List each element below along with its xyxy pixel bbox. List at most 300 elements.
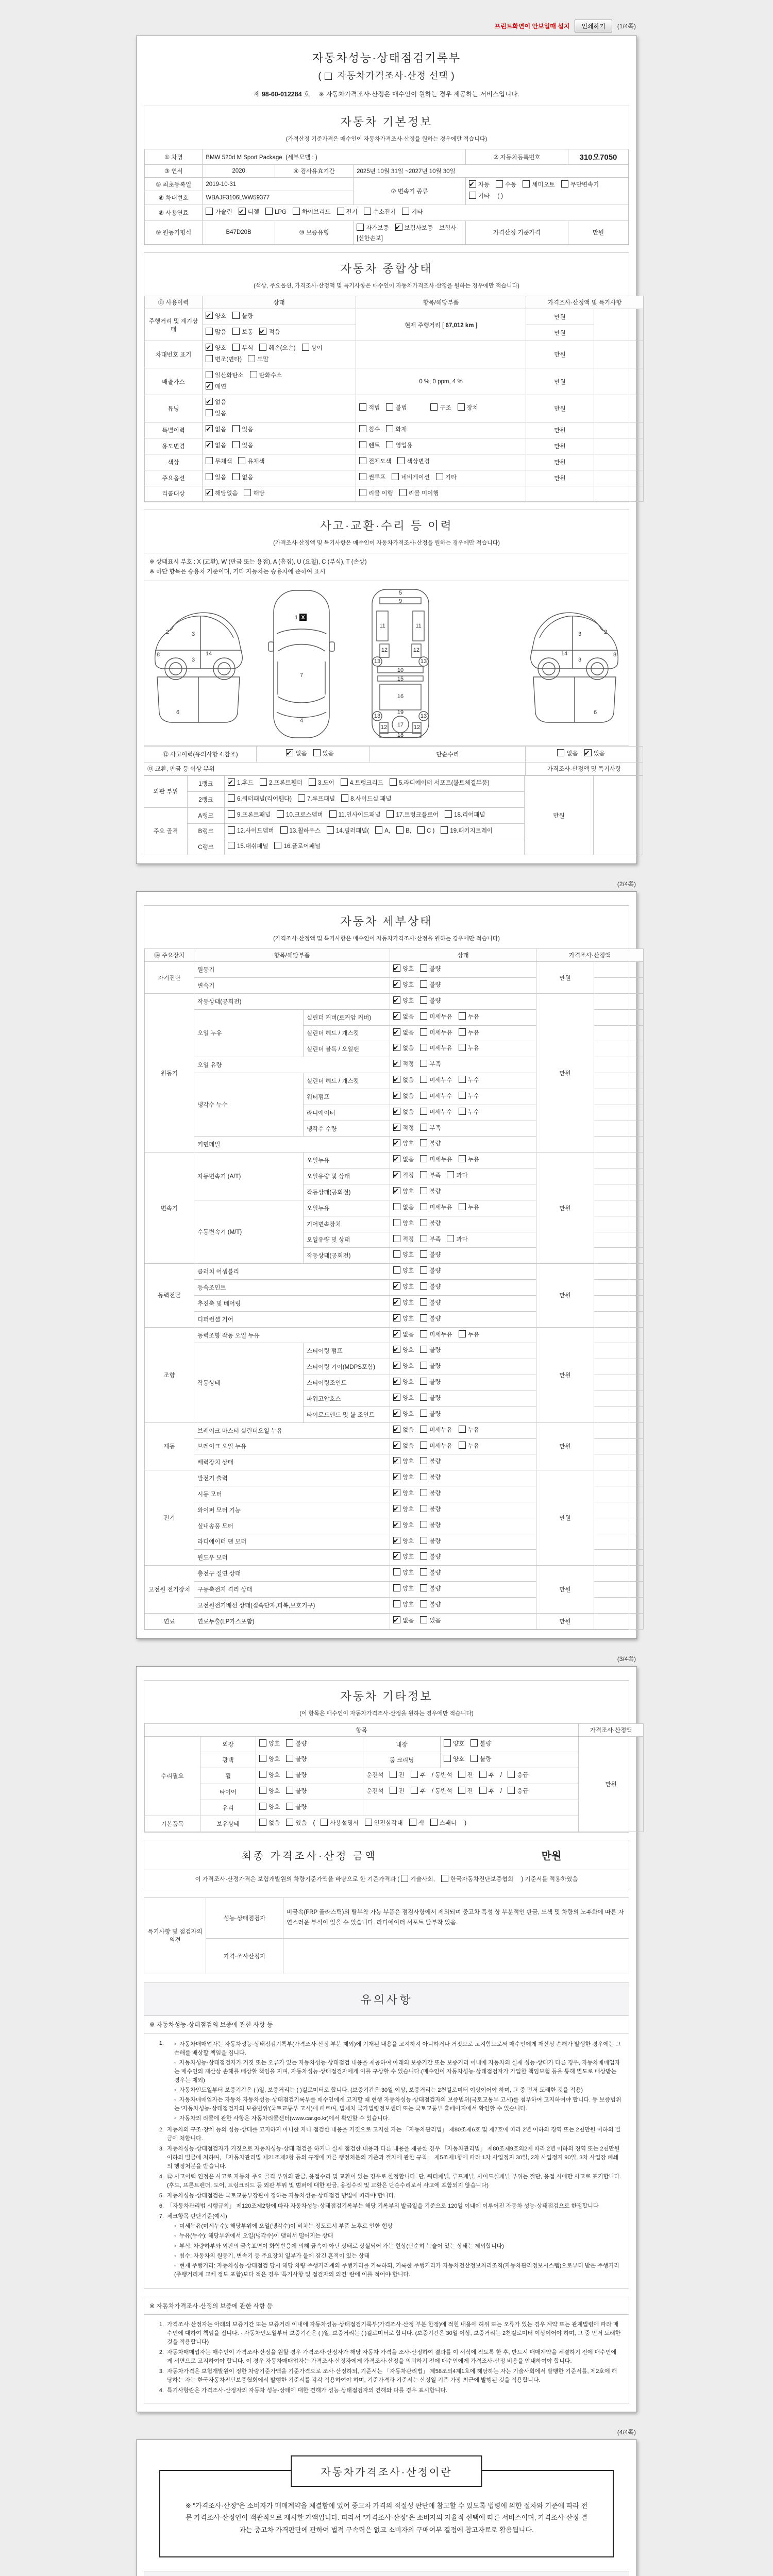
checkbox[interactable]	[447, 1235, 454, 1242]
checkbox-option: C )	[417, 826, 434, 837]
diagram-part-number: 13	[420, 658, 427, 665]
basic-info-table	[144, 149, 629, 245]
checkbox-option: 일산화탄소	[206, 370, 244, 382]
checkbox[interactable]	[293, 208, 300, 215]
checkbox[interactable]	[359, 425, 366, 432]
checkbox[interactable]	[393, 1552, 400, 1560]
checkbox[interactable]	[459, 1442, 466, 1449]
checkbox[interactable]	[206, 208, 213, 215]
checkbox[interactable]	[393, 1219, 400, 1226]
checkbox[interactable]	[337, 208, 344, 215]
checkbox[interactable]	[459, 1092, 466, 1099]
checkbox[interactable]	[259, 1771, 266, 1778]
checkbox[interactable]	[508, 1787, 515, 1794]
checkbox[interactable]	[420, 1076, 427, 1083]
checkbox[interactable]	[420, 1552, 427, 1560]
checkbox[interactable]	[393, 1489, 400, 1496]
checkbox[interactable]	[359, 403, 366, 411]
final-price-note: 이 가격조사·산정가격은 보험개발원의 차량기준가액을 바탕으로 한 기준가격과 ( 기술사회, 한국자동차진단보증협회 ) 기준서를 적용하였음	[144, 1870, 629, 1890]
checkbox[interactable]	[393, 1155, 400, 1162]
checkbox[interactable]	[420, 996, 427, 1004]
checkbox[interactable]	[436, 473, 443, 480]
checkbox[interactable]	[393, 1314, 400, 1321]
checkbox[interactable]	[420, 1489, 427, 1496]
checkbox-option: ✔ 양호	[393, 1536, 414, 1548]
checkbox[interactable]	[280, 826, 288, 834]
checkbox[interactable]	[393, 1203, 400, 1210]
table-row: 타이어 양호 불량 운전석 전 후 / 동반석 전 후 / 응급	[145, 1784, 644, 1800]
checkbox-option: ✔ 양호	[393, 1472, 414, 1484]
checkbox[interactable]	[459, 1044, 466, 1051]
checkbox[interactable]	[420, 1092, 427, 1099]
checkbox[interactable]	[327, 826, 334, 834]
checkbox[interactable]	[393, 1394, 400, 1401]
diagram-part-number: 15	[397, 676, 404, 683]
checkbox-option: 유채색	[238, 456, 264, 468]
checkbox[interactable]	[459, 1108, 466, 1115]
checkbox-option: 렌트	[359, 440, 380, 452]
checkbox[interactable]	[232, 344, 240, 351]
checkbox[interactable]	[248, 355, 255, 362]
checkbox-option: 누유	[459, 1012, 479, 1023]
print-install-notice: 프린트화면이 안보일때 설치	[494, 23, 570, 30]
checkbox-option: 불량	[470, 1739, 491, 1750]
table-row: 주요옵션 있음 없음 썬루프 네비게이션 기타 만원	[145, 470, 644, 486]
subtitle-label: 자동차가격조사·산정 선택	[337, 71, 448, 81]
checkbox[interactable]	[386, 425, 393, 432]
checkbox[interactable]	[393, 1442, 400, 1449]
checkbox[interactable]	[393, 1266, 400, 1274]
checkbox[interactable]	[259, 1803, 266, 1810]
checkbox[interactable]	[259, 1787, 266, 1794]
checkbox[interactable]	[359, 457, 366, 464]
checkbox[interactable]	[420, 1362, 427, 1369]
checkbox[interactable]	[206, 398, 213, 405]
opinion-table	[144, 1897, 629, 1974]
checkbox[interactable]	[259, 1755, 266, 1762]
checkbox-option: 양호	[259, 1739, 280, 1750]
checkbox[interactable]	[444, 1739, 451, 1747]
checkbox[interactable]	[206, 344, 213, 351]
checkbox[interactable]	[420, 1028, 427, 1036]
checkbox[interactable]	[393, 1505, 400, 1512]
checkbox-option: 불법	[386, 403, 407, 414]
checkbox[interactable]	[286, 1803, 293, 1810]
checkbox[interactable]	[206, 328, 213, 335]
checkbox[interactable]	[420, 1044, 427, 1051]
checkbox[interactable]	[393, 1187, 400, 1194]
checkbox[interactable]	[420, 1584, 427, 1591]
checkbox-option: 자가보증	[357, 223, 389, 234]
checkbox[interactable]	[206, 457, 213, 464]
checkbox-option: ✔ 적정	[393, 1171, 414, 1182]
checkbox-option: 영업용	[386, 440, 412, 452]
section-etc	[144, 1680, 632, 1833]
checkbox-option: 많음	[206, 327, 226, 338]
checkbox[interactable]	[420, 980, 427, 988]
checkbox[interactable]	[375, 826, 382, 834]
checkbox[interactable]	[286, 1771, 293, 1778]
checkbox[interactable]	[286, 1819, 293, 1826]
checkbox-option: ✔ 양호	[393, 1282, 414, 1293]
checkbox[interactable]	[420, 1346, 427, 1353]
checkbox[interactable]	[228, 826, 235, 834]
checkbox[interactable]	[420, 1235, 427, 1242]
table-row: ⑤ 최초등록일 2019-10-31 ⑦ 변속기 종류 ✔자동 수동 세미오토 무단변속기 기타 ( )	[145, 178, 629, 191]
checkbox[interactable]	[420, 1426, 427, 1433]
checkbox-option: 있음	[232, 425, 253, 436]
checkbox[interactable]	[206, 355, 213, 362]
checkbox[interactable]	[260, 778, 267, 786]
checkbox[interactable]	[259, 328, 266, 335]
checkbox[interactable]	[420, 1616, 427, 1623]
checkbox[interactable]	[393, 1139, 400, 1146]
checkbox[interactable]	[277, 810, 284, 818]
checkbox[interactable]	[393, 980, 400, 988]
checkbox-option: 미세누유	[420, 1155, 452, 1166]
checkbox[interactable]	[228, 794, 235, 802]
checkbox[interactable]	[393, 996, 400, 1004]
checkbox[interactable]	[390, 778, 397, 786]
checkbox-option: ✔ 없음	[393, 1330, 414, 1341]
checkbox[interactable]	[298, 794, 305, 802]
checkbox[interactable]	[206, 371, 213, 378]
checkbox[interactable]	[393, 1124, 400, 1131]
checkbox-option: ✔ 없음	[393, 1012, 414, 1023]
checkbox-option: 전	[390, 1786, 405, 1798]
checkbox[interactable]	[313, 749, 321, 756]
checkbox[interactable]	[441, 1875, 448, 1882]
checkbox[interactable]	[397, 457, 405, 464]
checkbox[interactable]	[459, 1012, 466, 1020]
checkbox[interactable]	[244, 489, 251, 496]
checkbox[interactable]	[444, 1755, 451, 1762]
checkbox[interactable]	[420, 1139, 427, 1146]
checkbox[interactable]	[393, 1616, 400, 1623]
checkbox[interactable]	[557, 749, 564, 756]
diagram-part-number: 3	[578, 657, 582, 664]
checkbox[interactable]	[447, 1171, 454, 1178]
checkbox[interactable]	[420, 1410, 427, 1417]
checkbox[interactable]	[420, 1537, 427, 1544]
checkbox[interactable]	[420, 1442, 427, 1449]
checkbox[interactable]	[393, 1473, 400, 1480]
checkbox[interactable]	[430, 403, 438, 411]
checkbox-option: 응급	[508, 1786, 528, 1798]
checkbox-option: 미세누유	[420, 1043, 452, 1055]
checkbox[interactable]	[420, 1298, 427, 1306]
inspector-opinion: 비금속(FRP 플라스틱)의 탈부착 가능 부품은 점검사항에서 제외되며 중고차 특성 상 부분적인 판금, 도색 및 차량의 노후화에 따른 자연스러운 부식이 있을 수 있습니다. 라디에이터 서포트 탈부착 있음.	[283, 1897, 629, 1938]
checkbox[interactable]	[393, 1250, 400, 1258]
checkbox[interactable]	[420, 1378, 427, 1385]
checkbox[interactable]	[411, 1771, 418, 1778]
checkbox-option: 상이	[302, 343, 323, 354]
checkbox[interactable]	[411, 1787, 418, 1794]
notice-performance: ※ 자동차성능·상태점검의 보증에 관한 사항 등 1. ◦ 자동차매매업자는 자동차성능·상태점검기록부(가격조사·산정 부분 제외)에 기재된 내용을 고지하지 아니하거나 거짓으로 고지함으로써 매수인에게 재산상 손해가 발생한 경우에는 그 손해를 배상할 책임을 집니다. ◦ 자동차성능·상태점검자가 거짓 또는 오류가 있는 자동차성능·상태점검 내용을 제공하여 아래의 보증기간 또는 보증거리 이내에 자동차의 실제 성능·상태가 다른 경우, 자동차매매업자는 매수인의 재산상 손해를 배상할 책임을 지며, 자동차성능·상태점검자에게 이를 구상할 수 있습니다.(매수인이 자동차성능·상태점검자가 가입한 책임보험 등을 통해 별도로 배상받는 경우는 제외) ◦ 자동차인도일부터 보증기간은 ( )일, 보증거리는 ( )킬로미터로 합니다. (보증기간은 30일 이상, 보증거리는 2천킬로미터 이상이어야 하며, 그 중 먼저 도래한 것을 적용) ◦ 자동차매매업자는 자동차 자동차성능·상태점검기록부를 매수인에게 고지할 때 현행 자동차성능·상태점검자의 보증범위(국토교통부 고시)를 첨부하여 고지하여야 합니다. 동 보증범위는 '자동차성능·상태점검자의 보증범위'(국토교통부 고시)에 따르며, 법제처 국가법령정보센터 또는 국토교통부 홈페이지에서 확인할 수 있습니다. ◦ 자동차의 리콜에 관한 사항은 자동차리콜센터(www.car.go.kr)에서 확인할 수 있습니다. 2. 자동차의 구조·장치 등의 성능·상태를 고지하지 아니한 자나 점검한 내용을 거짓으로 고지한 자는 「자동차관리법」 제80조제6호 및 제7호에 따라 2년 이하의 징역 또는 2천만원 이하의 벌금에 처합니다. 3. 자동차성능·상태점검자가 거짓으로 자동차성능·상태 점검을 하거나 실제 점검한 내용과 다른 내용을 제공한 경우 「자동차관리법」 제80조제9호의2에 따라 2년 이하의 징역 또는 2천만원 이하의 벌금에 처하며, 「자동차관리법 제21조제2항 등의 규정에 따른 행정처분의 기준과 절차에 관한 규칙」 제5조제1항에 따라 1차 사업정지 30일, 2차 사업정지 90일, 3차 사업장 폐쇄의 행정처분을 받습니다. 4. ⑫ 사고이력 인정은 사고로 자동차 주요 골격 부위의 판금, 용접수리 및 교환이 있는 경우로 한정합니다. 단, 쿼터패널, 루프패널, 사이드실패널 부위는 절단, 용접 시에만 사고로 표기합니다. (후드, 프론트펜더, 도어, 트렁크리드 등 외판 부위 및 범퍼에 대한 판금, 용접수리 및 교환은 단순수리로서 사고에 포함되지 않습니다) 5. 자동차성능·상태점검은 국토교통부장관이 정하는 자동차성능·상태점검 방법에 따라야 합니다. 6. 「자동차관리법 시행규칙」 제120조제2항에 따라 자동차성능·상태점검기록부는 해당 기록부의 발급일을 기준으로 120일 이내에 이루어진 자동차 성능·상태점검으로 한정합니다 7. 체크항목 판단기준(예시) ◦ 미세누유(미세누수): 해당부위에 오일(냉각수)이 비치는 정도로서 부품 노후로 인한 현상 ◦ 누유(누수): 해당부위에서 오일(냉각수)이 맺혀서 떨어지는 상태 ◦ 부식: 차량하부와 외판의 금속표면이 화학반응에 의해 금속이 아닌 상태로 상실되어 가는 현상(단순히 녹슬어 있는 상태는 제외합니다) ◦ 침수: 자동차의 원동기, 변속기 등 주요장치 일부가 물에 잠긴 흔적이 있는 상태 ◦ 현재 주행거리: 자동차성능·상태점검 당시 해당 차량 주행거리계의 주행거리를 기록하되, 기록한 주행거리가 자동차전산정보처리조직(자동차관리정보시스템)으로부터 받은 주행거리(주행거리계 교체 정보 포함)보다 적은 경우 '특기사항 및 점검자의 의견' 란에 이를 적어야 합니다.	[144, 2016, 629, 2289]
checkbox[interactable]	[359, 441, 366, 448]
checkbox[interactable]	[393, 1410, 400, 1417]
checkbox[interactable]	[206, 382, 213, 389]
table-row: 라디에이터 ✔ 없음 미세누수 누수	[145, 1105, 644, 1121]
checkbox-option: 적법	[359, 403, 380, 414]
checkbox[interactable]	[459, 1028, 466, 1036]
checkbox-option: 응급	[508, 1770, 528, 1782]
checkbox-option: 썬루프	[359, 472, 385, 484]
table-row: ⑧ 사용연료 가솔린 ✔ 디젤 LPG 하이브리드 전기 수소전기 기타	[145, 205, 629, 221]
checkbox[interactable]	[393, 1521, 400, 1528]
checkbox[interactable]	[393, 1362, 400, 1369]
checkbox[interactable]	[420, 1330, 427, 1337]
checkbox-option: 세미오토	[523, 180, 554, 191]
checkbox[interactable]	[479, 1771, 486, 1778]
checkbox[interactable]	[364, 208, 371, 215]
checkbox[interactable]	[206, 489, 213, 496]
checkbox[interactable]	[420, 1250, 427, 1258]
checkbox[interactable]	[459, 1203, 466, 1210]
final-price-label: 최종 가격조사·산정 금액	[241, 1850, 377, 1862]
checkbox[interactable]	[470, 1755, 478, 1762]
checkbox[interactable]	[259, 344, 266, 351]
checkbox[interactable]	[402, 208, 409, 215]
checkbox[interactable]	[390, 1787, 397, 1794]
checkbox[interactable]	[259, 1739, 266, 1747]
checkbox[interactable]	[469, 192, 476, 199]
checkbox[interactable]	[420, 1203, 427, 1210]
checkbox[interactable]	[393, 1108, 400, 1115]
checkbox-option: 침수	[359, 425, 380, 436]
checkbox[interactable]	[286, 1787, 293, 1794]
diagram-damage-mark: X	[301, 615, 305, 621]
table-row: 실린더 블록 / 오일팬 ✔ 없음 미세누유 누유	[145, 1041, 644, 1057]
checkbox[interactable]	[393, 1330, 400, 1337]
table-row: 기어변속장치 양호 불량	[145, 1216, 644, 1232]
checkbox[interactable]	[259, 1819, 266, 1826]
checkbox-option: 후	[411, 1770, 426, 1782]
checkbox[interactable]	[459, 1426, 466, 1433]
checkbox-option: 기술사회,	[401, 1874, 435, 1886]
checkbox[interactable]	[393, 1012, 400, 1020]
checkbox[interactable]	[420, 1600, 427, 1607]
checkbox[interactable]	[274, 842, 281, 849]
checkbox[interactable]	[232, 328, 240, 335]
checkbox[interactable]	[420, 1155, 427, 1162]
checkbox[interactable]	[386, 441, 393, 448]
page-indicator-2: (2/4쪽)	[617, 880, 636, 888]
table-row: 변속기 ✔ 양호 불량	[145, 978, 644, 994]
checkbox[interactable]	[459, 1076, 466, 1083]
checkbox-option: 13.휠하우스	[280, 826, 321, 837]
checkbox[interactable]	[561, 180, 568, 188]
checkbox[interactable]	[386, 403, 393, 411]
checkbox[interactable]	[393, 1235, 400, 1242]
checkbox[interactable]	[357, 224, 364, 231]
checkbox[interactable]	[430, 1819, 438, 1826]
checkbox[interactable]	[523, 180, 530, 188]
checkbox-option: 있음	[206, 409, 226, 420]
vin: WBAJF3106LWW59377	[203, 191, 354, 205]
checkbox[interactable]	[420, 1219, 427, 1226]
checkbox[interactable]	[393, 1537, 400, 1544]
price-survey-select-checkbox[interactable]	[325, 73, 332, 80]
checkbox[interactable]	[286, 749, 293, 756]
checkbox[interactable]	[238, 457, 245, 464]
checkbox[interactable]	[206, 441, 213, 448]
checkbox[interactable]	[458, 1771, 465, 1778]
checkbox[interactable]	[441, 826, 448, 834]
checkbox[interactable]	[239, 208, 246, 215]
checkbox[interactable]	[393, 964, 400, 972]
checkbox[interactable]	[392, 473, 399, 480]
checkbox[interactable]	[206, 473, 213, 480]
diagram-part-number: 14	[561, 651, 568, 657]
checkbox[interactable]	[393, 1426, 400, 1433]
checkbox[interactable]	[420, 1314, 427, 1321]
checkbox[interactable]	[228, 778, 235, 786]
registration-number: 310오7050	[568, 149, 628, 165]
simple-repair-options	[526, 747, 643, 762]
checkbox[interactable]	[459, 1155, 466, 1162]
checkbox[interactable]	[458, 403, 465, 411]
checkbox[interactable]	[420, 1012, 427, 1020]
engine-type: B47D20B	[203, 221, 275, 245]
checkbox[interactable]	[359, 489, 366, 496]
checkbox[interactable]	[232, 441, 240, 448]
checkbox[interactable]	[420, 1282, 427, 1290]
checkbox[interactable]	[409, 1819, 416, 1826]
checkbox[interactable]	[393, 1171, 400, 1178]
checkbox[interactable]	[393, 1060, 400, 1067]
checkbox[interactable]	[393, 1378, 400, 1385]
checkbox-option: 양호	[393, 1266, 414, 1277]
checkbox[interactable]	[228, 810, 235, 818]
checkbox[interactable]	[420, 1266, 427, 1274]
checkbox[interactable]	[393, 1298, 400, 1306]
checkbox[interactable]	[393, 1584, 400, 1591]
checkbox-option: 미세누수	[420, 1075, 452, 1087]
checkbox[interactable]	[329, 810, 337, 818]
checkbox[interactable]	[420, 1124, 427, 1131]
checkbox-option: 없음	[259, 1818, 280, 1829]
first-registration-date: 2019-10-31	[203, 178, 354, 191]
checkbox[interactable]	[309, 778, 316, 786]
checkbox[interactable]	[420, 1457, 427, 1464]
checkbox[interactable]	[393, 1076, 400, 1083]
checkbox[interactable]	[420, 1394, 427, 1401]
checkbox[interactable]	[359, 473, 366, 480]
checkbox-option: ✔ 없음	[393, 1075, 414, 1087]
checkbox-option: ✔ 양호	[393, 1361, 414, 1372]
checkbox[interactable]	[232, 312, 240, 319]
checkbox[interactable]	[508, 1771, 515, 1778]
checkbox-option: 화재	[386, 425, 407, 436]
checkbox[interactable]	[206, 312, 213, 319]
table-header-row: 항목 가격조사·산정액	[145, 1723, 644, 1736]
table-row: 윈도우 모터 ✔ 양호 불량	[145, 1550, 644, 1566]
checkbox[interactable]	[420, 1171, 427, 1178]
checkbox[interactable]	[393, 1568, 400, 1575]
checkbox[interactable]	[206, 425, 213, 432]
checkbox[interactable]	[286, 1755, 293, 1762]
checkbox[interactable]	[479, 1787, 486, 1794]
checkbox[interactable]	[390, 1771, 397, 1778]
checkbox[interactable]	[459, 1330, 466, 1337]
checkbox-option: 미세누유	[420, 1425, 452, 1436]
checkbox[interactable]	[321, 1819, 328, 1826]
diagram-part-number: 4	[299, 718, 304, 724]
page-indicator-3: (3/4쪽)	[617, 1655, 636, 1663]
checkbox[interactable]	[420, 1060, 427, 1067]
checkbox[interactable]	[393, 1028, 400, 1036]
table-row: 라디에이터 팬 모터 ✔ 양호 불량	[145, 1534, 644, 1550]
checkbox[interactable]	[401, 1875, 408, 1882]
checkbox[interactable]	[445, 810, 452, 818]
diagram-part-number: 6	[176, 709, 180, 716]
checkbox[interactable]	[496, 180, 503, 188]
checkbox[interactable]	[393, 1092, 400, 1099]
checkbox[interactable]	[420, 1521, 427, 1528]
checkbox[interactable]	[393, 1044, 400, 1051]
checkbox[interactable]	[420, 1568, 427, 1575]
checkbox[interactable]	[232, 473, 240, 480]
checkbox-option: ✔양호	[206, 343, 226, 354]
checkbox[interactable]	[286, 1739, 293, 1747]
checkbox[interactable]	[469, 180, 476, 188]
checkbox[interactable]	[393, 1282, 400, 1290]
checkbox-option: ✔매연	[206, 382, 226, 393]
checkbox[interactable]	[302, 344, 309, 351]
checkbox[interactable]	[365, 1819, 372, 1826]
checkbox[interactable]	[420, 1187, 427, 1194]
checkbox[interactable]	[396, 826, 404, 834]
section-title-basic: 자동차 기본정보	[340, 115, 433, 128]
checkbox[interactable]	[265, 208, 273, 215]
checkbox-option: 15.대쉬패널	[228, 841, 268, 853]
checkbox[interactable]	[228, 842, 235, 849]
checkbox[interactable]	[386, 810, 394, 818]
checkbox-option: ✔ 양호	[393, 964, 414, 975]
checkbox-option: 하이브리드	[293, 207, 331, 218]
checkbox[interactable]	[206, 409, 213, 416]
diagram-part-number: 10	[397, 667, 404, 674]
checkbox[interactable]	[393, 1457, 400, 1464]
checkbox[interactable]	[420, 1505, 427, 1512]
checkbox[interactable]	[584, 749, 592, 756]
table-row: 주행거리 및 계기상태 ✔양호 불량 현재 주행거리 [ 67,012 km ] 만원	[145, 309, 644, 325]
checkbox-option: 불량	[420, 1282, 441, 1293]
checkbox[interactable]	[341, 778, 348, 786]
checkbox[interactable]	[470, 1739, 478, 1747]
checkbox[interactable]	[417, 826, 425, 834]
print-button[interactable]: 인쇄하기	[575, 20, 612, 32]
checkbox[interactable]	[232, 425, 240, 432]
checkbox[interactable]	[393, 1346, 400, 1353]
checkbox[interactable]	[458, 1787, 465, 1794]
checkbox[interactable]	[250, 371, 257, 378]
checkbox[interactable]	[420, 964, 427, 972]
section-accident-history	[144, 510, 629, 553]
checkbox[interactable]	[393, 1600, 400, 1607]
checkbox[interactable]	[420, 1473, 427, 1480]
checkbox[interactable]	[420, 1108, 427, 1115]
checkbox[interactable]	[399, 489, 407, 496]
notice-item: 4. ⑫ 사고이력 인정은 사고로 자동차 주요 골격 부위의 판금, 용접수리 및 교환이 있는 경우로 한정합니다. 단, 쿼터패널, 루프패널, 사이드실패널 부위는 절단, 용접 시에만 사고로 표기합니다. (후드, 프론트펜더, 도어, 트렁크리드 등 외판 부위 및 범퍼에 대한 판금, 용접수리 및 교환은 단순수리로서 사고에 포함되지 않습니다)	[159, 2174, 621, 2189]
checkbox[interactable]	[395, 224, 402, 231]
checkbox-option: ✔ 없음	[393, 1028, 414, 1039]
checkbox[interactable]	[341, 794, 348, 802]
checkbox-option: 미세누유	[420, 1202, 452, 1214]
section-basic-info	[144, 106, 629, 245]
car-name: BMW 520d M Sport Package (세부모델 : )	[203, 149, 465, 165]
